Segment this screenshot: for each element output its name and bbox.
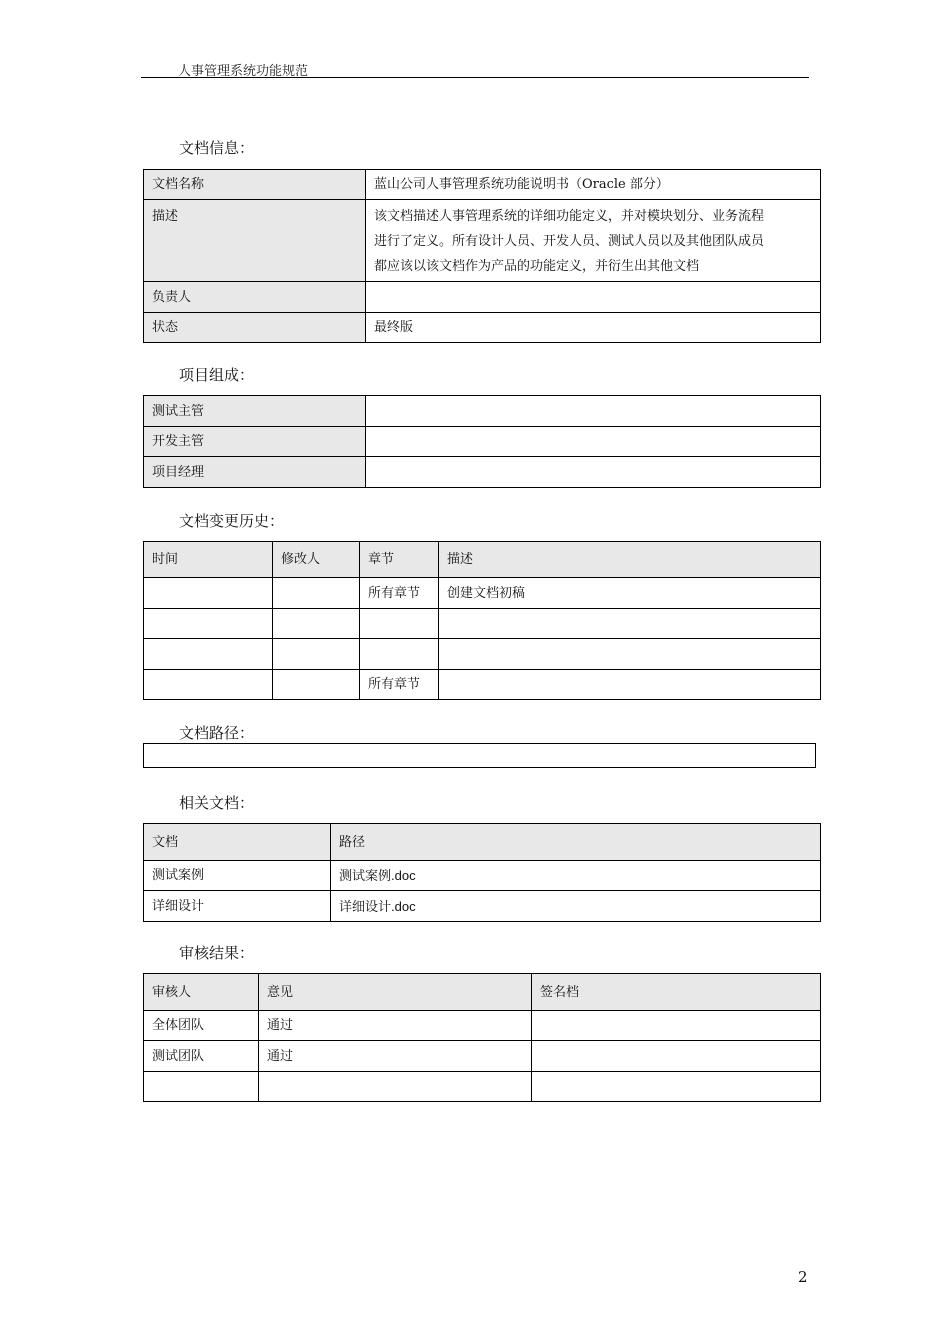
col-header: 审核人 — [144, 974, 259, 1011]
table-cell: 测试案例.doc — [331, 861, 821, 891]
table-row — [144, 1041, 821, 1072]
doc-path-box — [143, 743, 816, 768]
table-cell: 测试团队 — [144, 1041, 259, 1072]
col-header: 文档 — [144, 824, 331, 861]
table-row — [144, 578, 821, 609]
review-title: 审核结果： — [179, 944, 255, 962]
table-row — [144, 891, 821, 922]
table-row — [144, 609, 821, 639]
table-row — [144, 670, 821, 700]
dev-lead-label: 开发主管 — [144, 427, 366, 457]
owner-value — [366, 282, 821, 313]
table-row — [144, 396, 821, 427]
col-header: 章节 — [360, 542, 439, 578]
table-row — [144, 200, 821, 282]
table-cell — [360, 609, 439, 639]
table-row — [144, 639, 821, 670]
related-table — [143, 823, 821, 922]
project-title: 项目组成： — [179, 366, 255, 384]
test-lead-label: 测试主管 — [144, 396, 366, 427]
pm-label: 项目经理 — [144, 457, 366, 488]
col-header: 路径 — [331, 824, 821, 861]
doc-info-title: 文档信息： — [179, 139, 255, 157]
col-header: 签名档 — [532, 974, 821, 1011]
description-label: 描述 — [144, 200, 366, 282]
table-cell — [360, 639, 439, 670]
table-cell — [439, 670, 821, 700]
status-value: 最终版 — [366, 313, 821, 343]
header-rule — [141, 77, 809, 78]
table-cell: 通过 — [259, 1011, 532, 1041]
table-cell — [144, 639, 273, 670]
table-cell: 详细设计.doc — [331, 891, 821, 922]
table-row — [144, 427, 821, 457]
table-cell — [144, 578, 273, 609]
doc-name-value: 蓝山公司人事管理系统功能说明书（Oracle 部分） — [366, 170, 821, 200]
description-line: 该文档描述人事管理系统的详细功能定义，并对模块划分、业务流程 — [374, 209, 765, 224]
description-line: 都应该以该文档作为产品的功能定义，并衍生出其他文档 — [374, 259, 700, 274]
col-header: 描述 — [439, 542, 821, 578]
table-cell — [439, 609, 821, 639]
table-cell — [273, 639, 360, 670]
table-row — [144, 861, 821, 891]
table-header-row — [144, 974, 821, 1011]
doc-info-table — [143, 169, 821, 343]
description-line: 进行了定义。所有设计人员、开发人员、测试人员以及其他团队成员 — [374, 234, 765, 249]
description-value — [366, 200, 821, 282]
table-row — [144, 1011, 821, 1041]
table-cell — [273, 578, 360, 609]
doc-path-title: 文档路径： — [179, 724, 255, 742]
table-cell — [259, 1072, 532, 1102]
table-cell — [144, 1072, 259, 1102]
table-header-row — [144, 824, 821, 861]
table-cell: 测试案例 — [144, 861, 331, 891]
table-row — [144, 170, 821, 200]
table-row — [144, 457, 821, 488]
table-row — [144, 1072, 821, 1102]
page-number: 2 — [798, 1268, 808, 1286]
table-cell: 创建文档初稿 — [439, 578, 821, 609]
history-table — [143, 541, 821, 700]
owner-label: 负责人 — [144, 282, 366, 313]
table-row — [144, 282, 821, 313]
table-header-row — [144, 542, 821, 578]
project-table — [143, 395, 821, 488]
table-cell — [532, 1072, 821, 1102]
table-cell — [532, 1011, 821, 1041]
table-cell — [273, 609, 360, 639]
dev-lead-value — [366, 427, 821, 457]
table-cell: 通过 — [259, 1041, 532, 1072]
test-lead-value — [366, 396, 821, 427]
doc-name-label: 文档名称 — [144, 170, 366, 200]
running-header: 人事管理系统功能规范 — [178, 64, 309, 79]
review-table — [143, 973, 821, 1102]
status-label: 状态 — [144, 313, 366, 343]
related-title: 相关文档： — [179, 794, 255, 812]
table-cell — [144, 670, 273, 700]
table-cell — [532, 1041, 821, 1072]
col-header: 意见 — [259, 974, 532, 1011]
table-cell: 所有章节 — [360, 670, 439, 700]
pm-value — [366, 457, 821, 488]
table-cell: 所有章节 — [360, 578, 439, 609]
col-header: 时间 — [144, 542, 273, 578]
table-cell: 详细设计 — [144, 891, 331, 922]
table-cell — [439, 639, 821, 670]
table-cell — [144, 609, 273, 639]
table-row — [144, 313, 821, 343]
col-header: 修改人 — [273, 542, 360, 578]
table-cell — [273, 670, 360, 700]
history-title: 文档变更历史： — [179, 512, 285, 530]
table-cell: 全体团队 — [144, 1011, 259, 1041]
